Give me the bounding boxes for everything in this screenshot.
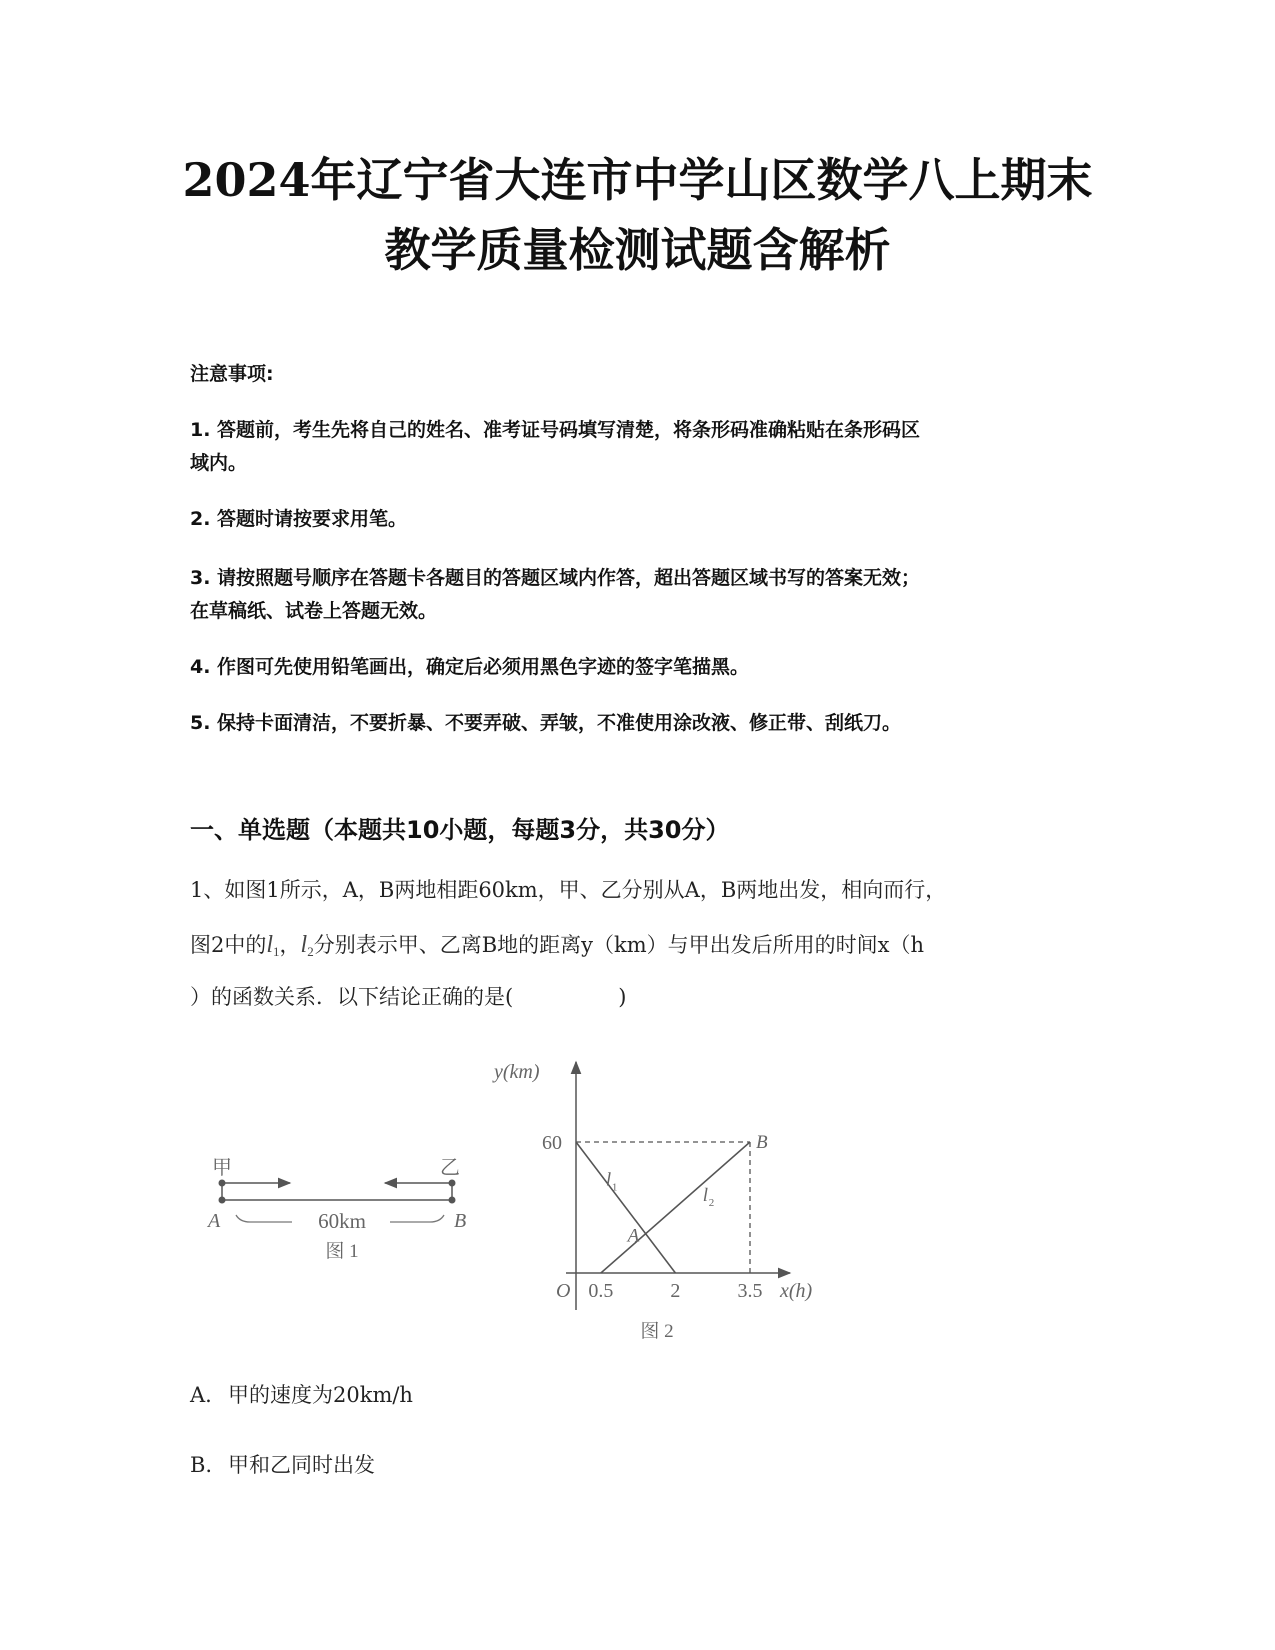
y-axis-label: y(km) (494, 1061, 540, 1083)
note-item-4: 4. 作图可先使用铅笔画出，确定后必须用黑色字迹的签字笔描黑。 (190, 656, 750, 678)
option-b-letter: B. (190, 1453, 213, 1477)
x-tick-label: 2 (670, 1280, 681, 1302)
figure-2-caption: 图 2 (640, 1321, 674, 1342)
line-l1-label: l (605, 1169, 612, 1191)
question-1-text: ）的函数关系．以下结论正确的是( (190, 985, 514, 1009)
section-heading: 一、单选题（本题共10小题，每题3分，共30分） (190, 816, 730, 844)
label-a: A (208, 1210, 221, 1232)
question-1-line3 (190, 980, 1080, 1014)
line-l1 (576, 1142, 675, 1273)
note-item-3-line2: 在草稿纸、试卷上答题无效。 (190, 600, 438, 622)
question-1-text: ) (618, 985, 627, 1009)
note-item-3-line1: 3. 请按照题号顺序在答题卡各题目的答题区域内作答，超出答题区域书写的答案无效； (190, 567, 921, 589)
note-item-1 (190, 414, 1080, 480)
yi-dot (449, 1180, 456, 1187)
option-a-letter: A. (190, 1383, 212, 1407)
note-item-3 (190, 562, 1080, 628)
option-a-text: 甲的速度为20km/h (228, 1383, 413, 1407)
note-item-2: 2. 答题时请按要求用笔。 (190, 508, 408, 530)
label-yi: 乙 (440, 1157, 460, 1179)
question-1-text: 分别表示甲、乙离B地的距离y（km）与甲出发后所用的时间x（h (313, 933, 925, 957)
jia-dot (219, 1180, 226, 1187)
line-l2-subscript: 2 (708, 1196, 715, 1209)
line-l1-subscript: 1 (611, 1181, 618, 1194)
document-title-line1: 2024年辽宁省大连市中学山区数学八上期末 (182, 153, 1093, 207)
line-l2 (601, 1142, 750, 1273)
x-axis-label: x(h) (780, 1280, 813, 1302)
figure-1 (200, 1140, 490, 1280)
line-l2-label: l (702, 1184, 709, 1206)
note-item-5: 5. 保持卡面清洁，不要折暴、不要弄破、弄皱，不准使用涂改液、修正带、刮纸刀。 (190, 712, 902, 734)
document-title-line2: 教学质量检测试题含解析 (384, 223, 891, 277)
note-item-1-line1: 1. 答题前，考生先将自己的姓名、准考证号码填写清楚，将条形码准确粘贴在条形码区 (190, 419, 921, 441)
question-1-text: 图2中的 (190, 933, 267, 957)
option-b-text: 甲和乙同时出发 (228, 1453, 375, 1477)
note-item-1-line2: 域内。 (190, 452, 248, 474)
x-tick-label: 0.5 (588, 1280, 614, 1302)
figure-2 (490, 1050, 830, 1350)
y-tick-60: 60 (542, 1132, 562, 1154)
option-b (190, 1448, 375, 1482)
distance-label: 60km (318, 1209, 366, 1233)
x-tick-label: 3.5 (737, 1280, 763, 1302)
point-a-label: A (627, 1225, 640, 1247)
label-b: B (454, 1210, 467, 1232)
notes-heading: 注意事项: (190, 363, 274, 385)
l1-symbol: $l_1$ (266, 932, 280, 959)
point-b-label: B (756, 1132, 768, 1153)
figure-1-caption: 图 1 (325, 1241, 359, 1262)
l2-symbol: $l_2$ (300, 932, 314, 959)
brace-left (236, 1215, 292, 1222)
question-1-line1: 1、如图1所示，A，B两地相距60km，甲、乙分别从A，B两地出发，相向而行， (190, 878, 947, 902)
question-1-line2 (190, 928, 1080, 969)
label-jia: 甲 (212, 1157, 232, 1179)
option-a (190, 1378, 413, 1412)
origin-label: O (556, 1280, 571, 1302)
brace-right (390, 1215, 444, 1222)
separator: ， (279, 933, 301, 957)
